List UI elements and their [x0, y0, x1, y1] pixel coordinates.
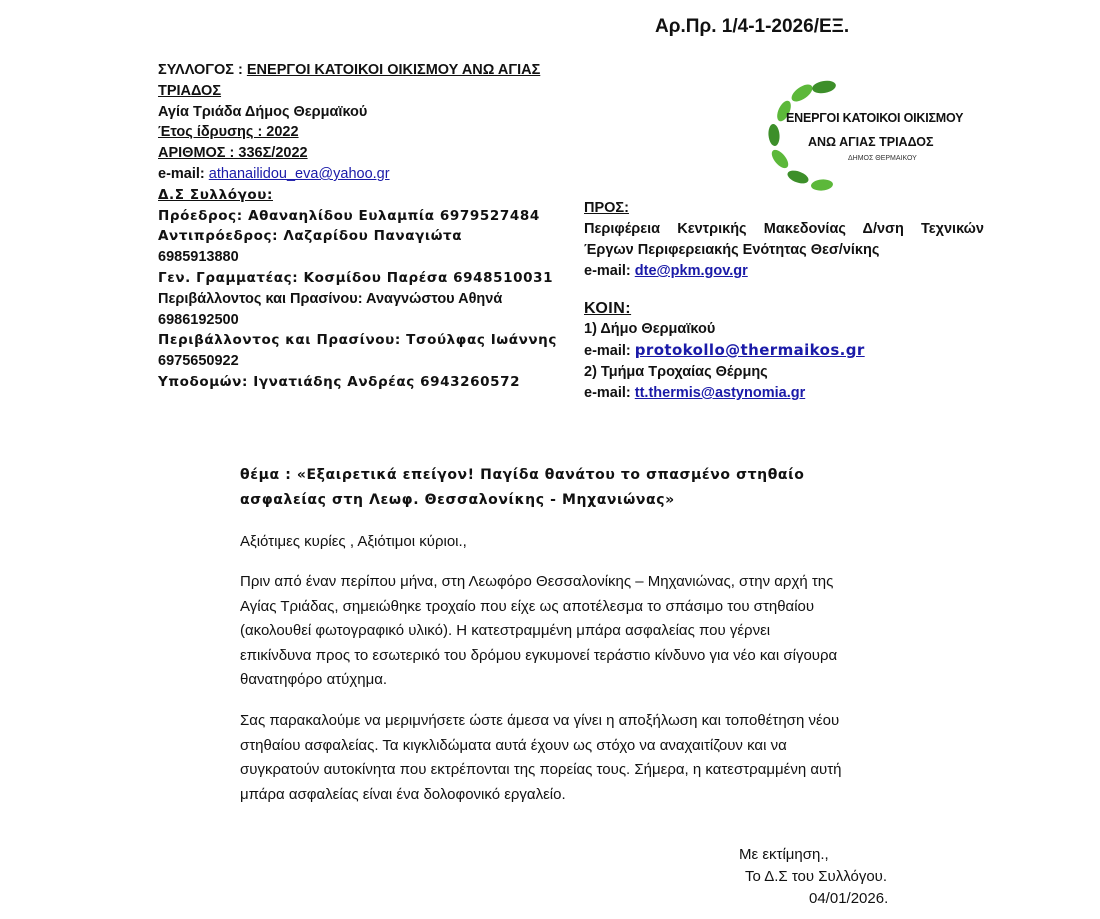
koin-email-line — [584, 383, 984, 404]
recipient-title: ΠΡΟΣ: — [584, 200, 629, 216]
koin-email-link[interactable]: protokollo@thermaikos.gr — [634, 341, 865, 359]
sender-email-line — [158, 164, 578, 185]
paragraph-line: μπάρα ασφαλείας είναι ένα δολοφονικό εργαλείο. — [240, 785, 566, 803]
association-name: ΕΝΕΡΓΟΙ ΚΑΤΟΙΚΟΙ ΟΙΚΙΣΜΟΥ ΑΝΩ ΑΓΙΑΣ — [246, 62, 541, 78]
association-location: Αγία Τριάδα Δήμος Θερμαϊκού — [158, 103, 368, 120]
board-member: 6975650922 — [158, 353, 239, 370]
koin-email-link[interactable]: tt.thermis@astynomia.gr — [634, 385, 806, 401]
board-member: Περιβάλλοντος και Πρασίνου: Αναγνώστου Αθηνά — [158, 290, 503, 307]
founded-year: Έτος ίδρυσης : 2022 — [158, 124, 299, 141]
subject-line: ασφαλείας στη Λεωφ. Θεσσαλονίκης - Μηχανιώνας» — [240, 492, 675, 508]
paragraph-line: (ακολουθεί φωτογραφικό υλικό). Η κατεστραμμένη μπάρα ασφαλείας που γέρνει — [240, 622, 771, 640]
recipient-email-label: e-mail: — [584, 263, 635, 279]
board-member: Υποδομών: Ιγνατιάδης Ανδρέας 6943260572 — [158, 373, 521, 390]
paragraph-line: Σας παρακαλούμε να μεριμνήσετε ώστε άμεσα να γίνει η αποξήλωση και τοποθέτηση νέου — [240, 712, 840, 729]
sender-block — [158, 60, 578, 393]
board-member: Αντιπρόεδρος: Λαζαρίδου Παναγιώτα — [158, 228, 463, 245]
logo-text-line2: ΑΝΩ ΑΓΙΑΣ ΤΡΙΑΔΟΣ — [808, 135, 934, 149]
recipient-email-line — [584, 261, 984, 282]
board-member: 6985913880 — [158, 249, 239, 266]
registry-number: ΑΡΙΘΜΟΣ : 336Σ/2022 — [158, 145, 308, 162]
greeting: Αξιότιμες κυρίες , Αξιότιμοι κύριοι., — [240, 533, 467, 550]
paragraph-line: στηθαίου ασφαλείας. Τα κιγκλιδώματα αυτά έχουν ως στόχο να αναχαιτίζουν και να — [240, 736, 787, 754]
sender-email-label: e-mail: — [158, 165, 209, 182]
board-member: Πρόεδρος: Αθαναηλίδου Ευλαμπία 6979527484 — [158, 207, 540, 224]
board-title: Δ.Σ Συλλόγου: — [158, 186, 273, 203]
subject-block — [240, 463, 860, 513]
logo-text-line3: ΔΗΜΟΣ ΘΕΡΜΑΙΚΟΥ — [848, 155, 917, 162]
recipient-line: Περιφέρεια Κεντρικής Μακεδονίας Δ/νση Τεχνικών — [584, 221, 984, 237]
association-line — [158, 60, 578, 81]
koin-email-line — [584, 340, 984, 362]
signature-from: Το Δ.Σ του Συλλόγου. — [745, 868, 888, 885]
board-member: 6986192500 — [158, 311, 239, 328]
koin-email-label: e-mail: — [584, 343, 635, 359]
koin-title: ΚΟΙΝ: — [584, 300, 632, 317]
recipient-line: Έργων Περιφερειακής Ενότητας Θεσ/νίκης — [584, 242, 880, 258]
association-logo — [760, 75, 964, 195]
koin-block — [584, 298, 984, 404]
koin-item: 1) Δήμο Θερμαϊκού — [584, 321, 716, 337]
board-member: Περιβάλλοντος και Πρασίνου: Τσούλφας Ιωάννης — [158, 332, 557, 349]
koin-item: 2) Τμήμα Τροχαίας Θέρμης — [584, 364, 768, 380]
subject-line: θέμα : «Εξαιρετικά επείγον! Παγίδα θανάτου το σπασμένο στηθαίο — [240, 467, 805, 483]
body-paragraph — [240, 570, 900, 693]
association-name-cont: ΤΡΙΑΔΟΣ — [158, 82, 222, 99]
body-paragraph — [240, 709, 900, 807]
reference-number: Αρ.Πρ. 1/4-1-2026/ΕΞ. — [655, 16, 850, 37]
paragraph-line: θανατηφόρο ατύχημα. — [240, 671, 388, 689]
signature-closing: Με εκτίμηση., — [739, 846, 829, 863]
paragraph-line: Πριν από έναν περίπου μήνα, στη Λεωφόρο Θεσσαλονίκης – Μηχανιώνας, στην αρχή της — [240, 573, 834, 590]
board-member: Γεν. Γραμματέας: Κοσμίδου Παρέσα 6948510031 — [158, 269, 554, 286]
paragraph-line: συγκρατούν αυτοκίνητα που εκτρέπονται της πορείας τους. Σήμερα, η κατεστραμμένη αυτή — [240, 761, 842, 779]
sender-email-link[interactable]: athanailidou_eva@yahoo.gr — [208, 165, 390, 182]
association-prefix: ΣΥΛΛΟΓΟΣ : — [158, 62, 247, 78]
recipient-block — [584, 198, 984, 282]
paragraph-line: Αγίας Τριάδας, σημειώθηκε τροχαίο που είχε ως αποτέλεσμα το σπάσιμο του στηθαίου — [240, 597, 815, 615]
recipient-email-link[interactable]: dte@pkm.gov.gr — [634, 263, 748, 279]
koin-email-label: e-mail: — [584, 385, 635, 401]
paragraph-line: επικίνδυνα προς το εσωτερικό του δρόμου εγκυμονεί τεράστιο κίνδυνο για νέο και σίγουρα — [240, 646, 838, 664]
logo-text-line1: ΕΝΕΡΓΟΙ ΚΑΤΟΙΚΟΙ ΟΙΚΙΣΜΟΥ — [786, 111, 964, 125]
signature-date: 04/01/2026. — [809, 890, 889, 907]
